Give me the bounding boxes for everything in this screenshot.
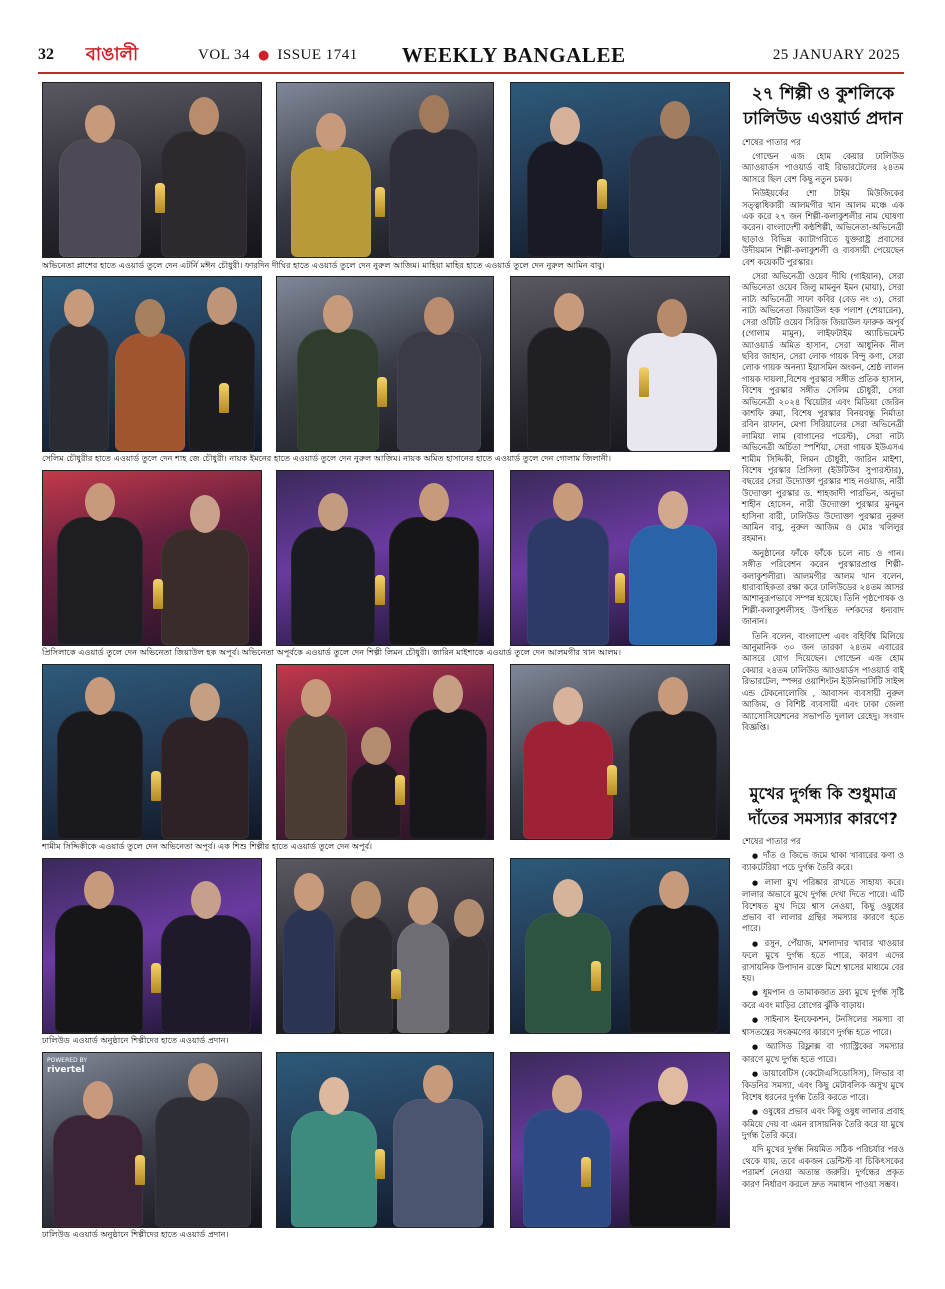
photo-award-16 <box>42 1052 262 1228</box>
article-paragraph: অনুষ্ঠানের ফাঁকে ফাঁকে চলে নাচ ও গান। সঙ্গীত পরিবেশন করেন পুরস্কারপ্রাপ্ত শিল্পী-কলাকুশলীরা। আলমগীর আলম খান বলেন, ধারাবাহিকতা রক্ষা করে ঢালিউডের ২৪তম আসর আশানুরূপভাবে সম্পন্ন হয়েছে। তিনি পৃষ্ঠপোষক ও শিল্পী-কলাকুশলীসহ উপস্থিত দর্শকদের ধন্যবাদ জানান। <box>742 547 904 627</box>
separator-dot-icon: ● <box>258 47 270 63</box>
headline-line-2: ঢালিউড এওয়ার্ড প্রদান <box>743 109 903 129</box>
page-number: 32 <box>38 46 54 63</box>
photo-award-9 <box>510 470 730 646</box>
photo-award-1 <box>42 82 262 258</box>
volume-label: VOL 34 <box>198 46 251 63</box>
issue-label: ISSUE 1741 <box>277 46 358 63</box>
masthead-logo: বাঙালী <box>85 43 139 65</box>
bullet-icon: ● <box>752 1069 759 1078</box>
photo-award-18 <box>510 1052 730 1228</box>
bullet-text: রসুন, পেঁয়াজ, মশলাদার খাবার খাওয়ার ফলে মুখে দুর্গন্ধ হতে পারে, কারণ এদের রাসায়নিক উপাদান রক্তে মিশে শ্বাসের মাধ্যমে বের হয়। <box>742 937 904 984</box>
bullet-text: ধূমপান ও তামাকজাত দ্রব্য মুখে দুর্গন্ধ সৃষ্টি করে এবং মাড়ির রোগের ঝুঁকি বাড়ায়। <box>742 987 904 1010</box>
photo-award-11 <box>276 664 494 840</box>
bullet-icon: ● <box>752 1108 759 1117</box>
photo-caption-row-4: শামীম সিদ্দিকীকে এওয়ার্ড তুলে দেন অভিনেতা অপূর্ব। এক শিশু শিল্পীর হাতে এওয়ার্ড তুলে দেন অপূর্ব। <box>42 841 373 851</box>
issue-date: 25 JANUARY 2025 <box>772 46 900 63</box>
header-rule <box>38 72 904 74</box>
photo-award-13 <box>42 858 262 1034</box>
publication-title: WEEKLY BANGALEE <box>401 42 626 67</box>
headline-line-2: দাঁতের সমস্যার কারণে? <box>748 809 898 828</box>
photo-award-7 <box>42 470 262 646</box>
bullet-icon: ● <box>752 939 761 948</box>
continued-from-label: শেষের পাতার পর <box>742 138 801 148</box>
photo-award-4 <box>42 276 262 452</box>
bullet-item <box>742 877 904 935</box>
bullet-icon: ● <box>752 852 759 860</box>
photo-caption-row-1: অভিনেতা প্লাশের হাতে এওয়ার্ড তুলে দেন এটর্নি মঈন চৌধুরী। ফারদিন দীঘির হাতে এওয়ার্ড তুলে দেন নুরুল আজিম। মাহিয়া মাহির হাতে এওয়ার্ড তুলে দেন নুরুল আমিন বাবু। <box>42 260 605 270</box>
photo-award-17 <box>276 1052 494 1228</box>
photo-award-12 <box>510 664 730 840</box>
bullet-item <box>742 987 904 1011</box>
photo-caption-row-2: সেলিম চৌধুরীর হাতে এওয়ার্ড তুলে দেন শাহ জে চৌধুরী। নায়ক ইমনের হাতে এওয়ার্ড তুলে দেন নুরুল আজিম। নায়ক অমিত হাসানের হাতে এওয়ার্ড তুলে দেন গোলাম জিলানী। <box>42 453 612 463</box>
article-headline <box>742 781 904 831</box>
article-headline <box>742 82 904 132</box>
bullet-text: সাইনাস ইনফেকশন, টনসিলের সমস্যা বা শ্বাসতন্ত্রের সংক্রমণের কারণে দুর্গন্ধ হতে পারে। <box>742 1014 905 1037</box>
photo-award-10 <box>42 664 262 840</box>
photo-award-6 <box>510 276 730 452</box>
photo-award-2 <box>276 82 494 258</box>
sponsor-logo: rivertel <box>47 1065 85 1075</box>
headline-line-1: মুখের দুর্গন্ধ কি শুধুমাত্র <box>749 784 897 803</box>
bullet-text: লালা মুখ পরিষ্কার রাখতে সাহায্য করে। লালার অভাবে মুখে দুর্গন্ধ দেখা দিতে পারে। এটি বিশেষত মুখ দিয়ে শ্বাস নেওয়া, কিছু ওষুধের প্রভাব বা লালার গ্রন্থির সমস্যার কারণে হতে পারে। <box>742 876 904 934</box>
photo-award-14 <box>276 858 494 1034</box>
bullet-icon: ● <box>752 878 761 887</box>
photo-award-3 <box>510 82 730 258</box>
bullet-text: দাঁত ও জিভে জমে থাকা খাবারের কণা ও ব্যাকটেরিয়া পচে দুর্গন্ধ তৈরি করে। <box>742 850 904 873</box>
article-paragraph: যদি মুখের দুর্গন্ধ নিয়মিত সঠিক পরিচর্যার পরও থেকে যায়, তবে একজন ডেন্টিস্ট বা চিকিৎসকের পরামর্শ নেওয়া অত্যন্ত জরুরি। দুর্গন্ধের প্রকৃত কারণ নির্ধারণ করলে দ্রুত সমাধান পাওয়া সম্ভব। <box>742 1144 904 1189</box>
continued-from-label: শেষের পাতার পর <box>742 837 801 847</box>
bullet-item <box>742 938 904 985</box>
bullet-item <box>742 1014 904 1038</box>
article-paragraph: তিনি বলেন, বাংলাদেশ এবং বহির্বিশ্ব মিলিয়ে আনুমানিক ৩০ জন তারকা ২৪তম এবারের আসরে যোগ দিয়েছেন। গোল্ডেন এজ হোম কেয়ার ২৪তম ঢালিউড অ্যাওয়ার্ডস পাওয়ার্ড বাই রিভারটেল, স্পন্সর ওয়াশিংটন ইউনিভার্সিটি সাইন্স এন্ড টেকনোলোজি , আবাসন ব্যবসায়ী নুরুল আজিম, ও বিশিষ্ট ব্যবসায়ী এবং ঢাকা জেলা অ্যাসোসিয়েশনের সভাপতি দুলাল রেহেদু। সংবাদ বিজ্ঞপ্তি। <box>742 630 904 732</box>
photo-award-5 <box>276 276 494 452</box>
bullet-item <box>742 1106 904 1141</box>
article-award-ceremony <box>742 82 904 736</box>
article-bad-breath <box>742 781 904 1193</box>
photo-award-8 <box>276 470 494 646</box>
bullet-item <box>742 1041 904 1065</box>
headline-line-1: ২৭ শিল্পী ও কুশলিকে <box>751 84 895 104</box>
bullet-text: ওষুধের প্রভাব এবং কিছু ওষুধ লালার প্রবাহ কমিয়ে দেয় বা এমন রাসায়নিক তৈরি করে যা মুখে দুর্গন্ধ তৈরি করে। <box>742 1106 904 1140</box>
photo-caption-row-5: ঢালিউড এওয়ার্ড অনুষ্ঠানে শিল্পীদের হাতে এওয়ার্ড প্রদান। <box>42 1035 229 1045</box>
article-paragraph: গোল্ডেন এজ হোম কেয়ার ঢালিউড অ্যাওয়ার্ডস পাওয়ার্ড বাই রিভারটেলের ২৪তম আসরে ছিল বেশ কিছু নতুন চমক। <box>742 151 904 184</box>
bullet-icon: ● <box>752 989 759 998</box>
bullet-text: অ্যাসিড রিফ্লাক্স বা গ্যাস্ট্রিকের সমস্যার কারণে মুখে দুর্গন্ধ হতে পারে। <box>742 1041 904 1064</box>
photo-award-15 <box>510 858 730 1034</box>
bullet-item <box>742 1068 904 1103</box>
bullet-icon: ● <box>752 1043 762 1052</box>
sponsor-tag: POWERED BY <box>47 1057 88 1064</box>
photo-caption-row-3: প্রিসিলাকে এওয়ার্ড তুলে দেন অভিনেতা জিয়াউল হক অপূর্ব। অভিনেতা অপূর্বকে এওয়ার্ড তুলে দেন শিল্পী লিমন চৌধুরী। জারিন মাইশাকে এওয়ার্ড তুলে দেন আলমগীর খান আলম। <box>42 647 622 657</box>
bullet-icon: ● <box>752 1016 761 1025</box>
article-paragraph: সেরা অভিনেত্রী ওয়েব দীঘি (গাইয়ান), সেরা অভিনেতা ওয়েব জিলু মামনুন ইমন (মায়া), সেরা নাট্য অভিনেত্রী সাফা কবির (বেড নং ৩), সেরা নাট্য অভিনেতা জিয়াউল হক পলাশ (শেয়ারেন), সেরা ওটিটি ওয়েব সিরিজ জিয়াউল ফারুক অপূর্ব (গোলাম মামুন), লাইফটাইম অ্যাচিভমেন্ট অ্যাওয়ার্ড অমিত হাসান, সেরা আধুনিক নীল ছবির জাহান, সেরা লোক গায়ক বিন্দু কণা, সেরা লোক গায়ক অনন্যা ইয়াসমিন অংকন, শ্রেষ্ঠ লালন গায়ক দায়লা,বিশেষ পুরস্কার সঙ্গীত প্রতিক হাসান, বিশেষ পুরস্কার সঙ্গীত সেলিম চৌধুরী, সেরা অভিনেত্রী ২০২৪ থিয়েটার এবং মিডিয়া জেরিন কাশফি রুমা, বিশেষ পুরস্কার বিনয়বন্ধু নির্মাতা রবিন রাফান, মেগা সিরিয়ালের সেরা অভিনেত্রী লামিয়া লাম (বাগানের পরেস্ট), সেরা নাট্য অভিনেত্রী অর্চিতা স্পর্শিয়া, সেরা গায়ক ইউএসএ শামীম সিদ্দিকী, লিমন চৌধুরী, জারিন মাইশা, বিশেষ পুরস্কার প্রিসিলা (ইউটিউব সুপারস্টার), বছরের সেরা উদ্যোক্তা পুরস্কার শাহ নওয়াজ, নারী উদ্যোক্তা পুরস্কার ড. শাহজাদী পারভিন, অনুভা শাহীন হোসেন, নারী উদ্যোক্তা পুরস্কার মুনমুন হাসিনা বারী, ঢালিউড উদ্যোক্তা পুরস্কার নুরুল আমিন বাবু, নুরুল আজিম ও মোঃ খলিলুর রহমান। <box>742 271 904 544</box>
masthead <box>38 38 904 72</box>
photo-caption-row-6: ঢালিউড এওয়ার্ড অনুষ্ঠানে শিল্পীদের হাতে এওয়ার্ড প্রদান। <box>42 1229 229 1239</box>
article-paragraph: নিউইয়র্কের শো টাইম মিউজিকের সত্ত্বাধিকারী আলমগীর খান আলম মঞ্চে এক এক করে ২৭ জন শিল্পী-কলাকুশলীর নাম ঘোষণা করেন। বাংলাদেশী কন্ঠশিল্পী, অভিনেতা-অভিনেত্রী ছাড়াও বিভিন্ন ক্যাটাগরিতে যুক্তরাষ্ট্র প্রবাসের উদীয়মান শিল্পী-কলাকুশলী ও ব্যবসায়ী পেয়েছেন বেশ কয়েকটি পুরস্কার। <box>742 188 904 267</box>
bullet-text: ডায়াবেটিস (কেটোএসিডোসিস), লিভার বা কিডনির সমস্যা, এবং কিছু মেটাবলিক অসুখ মুখে বিশেষ ধরনের দুর্গন্ধ তৈরি করতে পারে। <box>742 1067 905 1102</box>
bullet-item <box>742 850 904 874</box>
